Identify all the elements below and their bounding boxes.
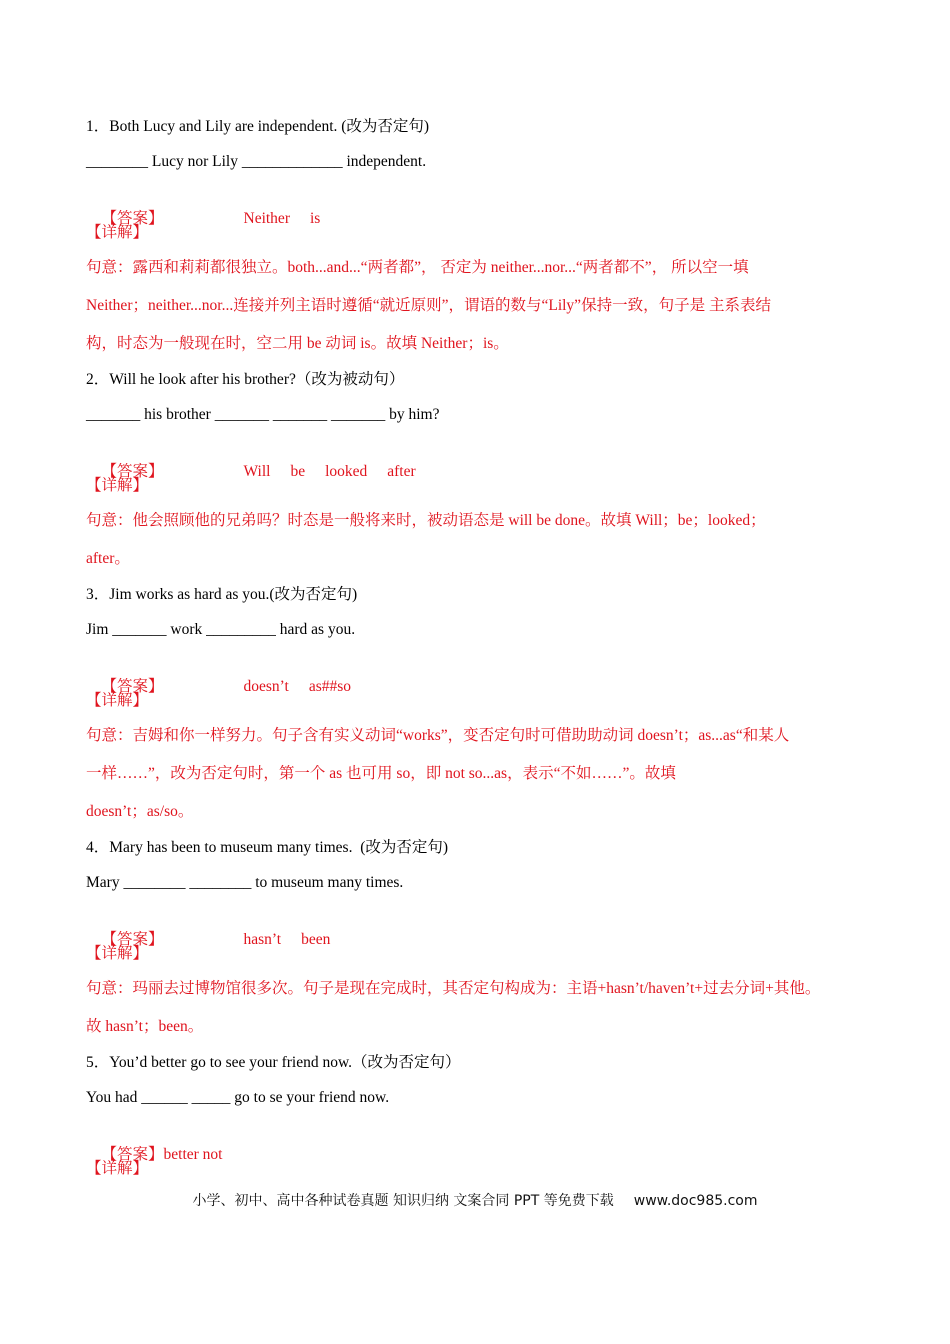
question-3-detail-line: doesn’t；as/so。 [86, 803, 194, 820]
question-4-detail-tag: 【详解】 [86, 945, 149, 962]
question-1-detail-line: 构，时态为一般现在时，空二用 be 动词 is。故填 Neither；is。 [86, 335, 509, 352]
question-3-detail-line: 句意：吉姆和你一样努力。句子含有实义动词“works”，变否定句时可借助助动词 doesn’t；as...as“和某人 [86, 727, 790, 744]
question-5-blank: You had ______ _____ go to se your friend now. [86, 1089, 390, 1106]
question-3-blank: Jim _______ work _________ hard as you. [86, 621, 356, 638]
question-1-prompt: 1．Both Lucy and Lily are independent. (改为否定句) [86, 118, 430, 135]
question-4-detail-line: 故 hasn’t；been。 [86, 1018, 204, 1035]
question-2-detail-tag: 【详解】 [86, 477, 149, 494]
answer-word: is [309, 210, 321, 227]
question-3-detail-tag: 【详解】 [86, 692, 149, 709]
answer-word: been [301, 931, 331, 948]
question-3-detail-line: 一样……”，改为否定句时，第一个 as 也可用 so，即 not so...as，表示“不如……”。故填 [86, 765, 676, 782]
question-2-detail-line: after。 [86, 550, 130, 567]
question-4-prompt: 4．Mary has been to museum many times. (改为否定句) [86, 839, 449, 856]
question-2-detail-line: 句意：他会照顾他的兄弟吗？时态是一般将来时，被动语态是 will be done。故填 Will；be；looked； [86, 512, 766, 529]
answer-tag: 【答案】 [101, 463, 164, 480]
question-2-prompt: 2．Will he look after his brother?（改为被动句） [86, 371, 405, 388]
answer-tag: 【答案】 [101, 678, 164, 695]
question-1-blank: ________ Lucy nor Lily _____________ independent. [86, 153, 427, 170]
question-2-blank: _______ his brother _______ _______ _______ by him? [86, 406, 440, 423]
answer-word: better not [163, 1146, 223, 1163]
answer-tag: 【答案】 [101, 931, 164, 948]
question-1-detail-line: 句意：露西和莉莉都很独立。both...and...“两者都”， 否定为 neither...nor...“两者都不”， 所以空一填 [86, 259, 749, 276]
answer-tag: 【答案】 [101, 1146, 164, 1163]
answer-word: as##so [308, 678, 352, 695]
question-5-detail-tag: 【详解】 [86, 1160, 149, 1177]
footer-text: 小学、初中、高中各种试卷真题 知识归纳 文案合同 PPT 等免费下载 [192, 1193, 614, 1209]
question-4-detail-line: 句意：玛丽去过博物馆很多次。句子是现在完成时，其否定句构成为：主语+hasn’t/haven’t+过去分词+其他。 [86, 980, 821, 997]
question-4-blank: Mary ________ ________ to museum many times. [86, 874, 404, 891]
question-1-detail-line: Neither；neither...nor...连接并列主语时遵循“就近原则”，谓语的数与“Lily”保持一致，句子是 主系表结 [86, 297, 771, 314]
question-3-prompt: 3．Jim works as hard as you.(改为否定句) [86, 586, 358, 603]
answer-word: looked [325, 463, 368, 480]
question-1-detail-tag: 【详解】 [86, 224, 149, 241]
page-footer [0, 1190, 950, 1210]
footer-url: www.doc985.com [633, 1193, 758, 1209]
question-5-prompt: 5．You’d better go to see your friend now.（改为否定句） [86, 1054, 461, 1071]
answer-word: hasn’t [243, 931, 282, 948]
answer-word: be [290, 463, 306, 480]
answer-word: Will [243, 463, 271, 480]
answer-word: Neither [243, 210, 290, 227]
answer-tag: 【答案】 [101, 210, 164, 227]
answer-word: after [387, 463, 416, 480]
answer-word: doesn’t [243, 678, 289, 695]
